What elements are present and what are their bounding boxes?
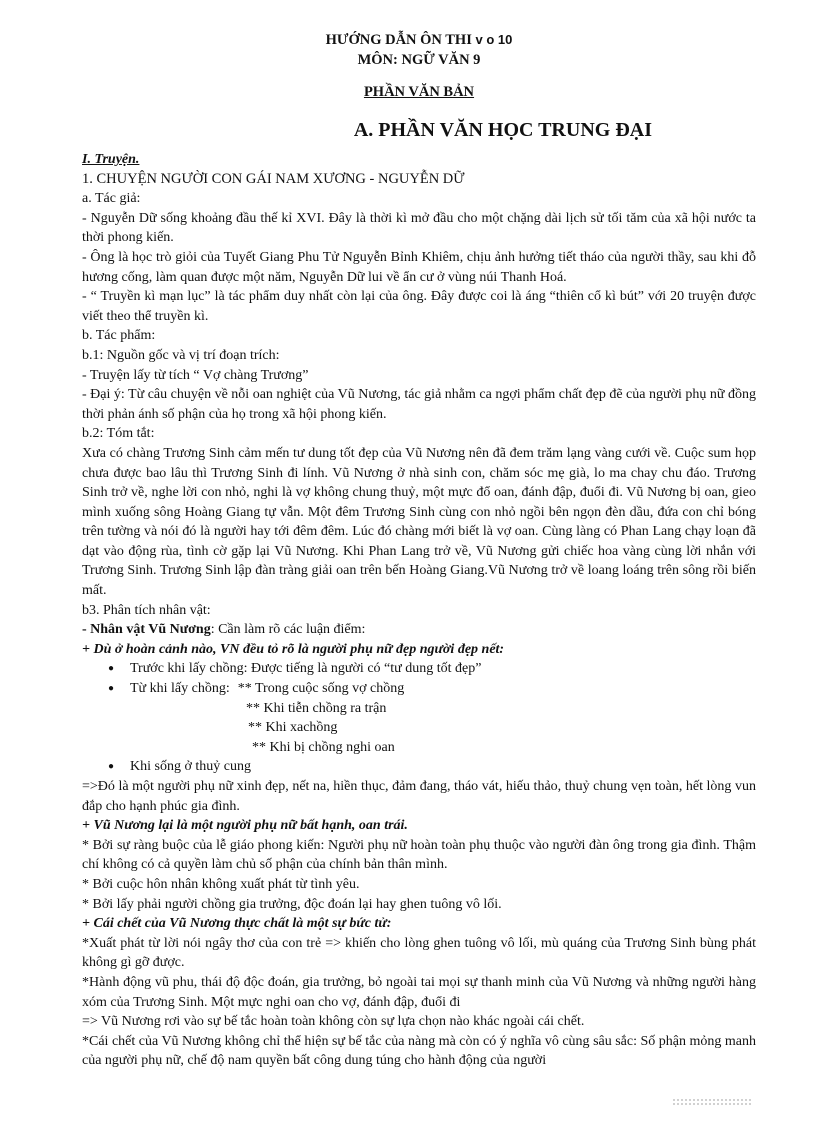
bullet-2-sub-1: ** Trong cuộc sống vợ chồng [237,681,405,697]
bullet-2 [82,679,756,699]
author-paragraph-3: - “ Truyền kì mạn lục” là tác phẩm duy nhất còn lại của ông. Đây được coi là áng “thiên cổ kì bút” với 20 truyện được viết theo thể truyền kì. [82,289,756,324]
header-title-text: HƯỚNG DẪN ÔN THI [325,32,472,48]
origin-label: b.1: Nguồn gốc và vị trí đoạn trích: [82,347,280,363]
claim-3-point-4: *Cái chết của Vũ Nương không chỉ thể hiện sự bế tắc của nàng mà còn có ý nghĩa vô cùng sâu sắc: Số phận mỏng manh của người phụ nữ, chế độ nam quyền bất công dung túng cho hành động của người [82,1033,756,1069]
claim-2-point-2: * Bởi cuộc hôn nhân không xuất phát từ tình yêu. [82,876,360,892]
claim-2-point-1: * Bởi sự ràng buộc của lễ giáo phong kiến: Người phụ nữ hoàn toàn phụ thuộc vào người đàn ông trong gia đình. Thậm chí không có cả quyền làm chủ số phận của chính bản thân mình. [82,837,756,873]
summary-label: b.2: Tóm tắt: [82,426,155,442]
heading-truyen: I. Truyện. [82,152,140,167]
origin-line-1: - Truyện lấy từ tích “ Vợ chàng Trương” [82,367,309,383]
claim-3: + Cái chết của Vũ Nương thực chất là một sự bức tử: [82,916,392,932]
conclusion-1: =>Đó là một người phụ nữ xinh đẹp, nết na, hiền thục, đảm đang, tháo vát, hiếu thảo, thuỷ chung vẹn toàn, hết lòng vun đắp cho hạnh phúc gia đình. [82,779,756,814]
bullet-2-sub-4: ** Khi bị chồng nghi oan [252,739,395,755]
analysis-label: b3. Phân tích nhân vật: [82,602,211,618]
claim-3-point-1: *Xuất phát từ lời nói ngây thơ của con trẻ => khiến cho lòng ghen tuông vô lối, mù quáng của Trương Sinh bùng phát không gì gỡ được. [82,935,756,971]
claim-3-point-3: => Vũ Nương rơi vào sự bế tắc hoàn toàn không còn sự lựa chọn nào khác ngoài cái chết. [82,1014,585,1030]
claim-2-point-3: * Bởi lấy phải người chồng gia trưởng, độc đoán lại hay ghen tuông vô lối. [82,896,502,912]
scan-artifact [672,1098,752,1106]
analysis-lead [82,620,756,640]
work-label: b. Tác phẩm: [82,328,156,344]
bullet-3: ● Khi sống ở thuỷ cung [82,757,756,777]
author-paragraph-1: - Nguyễn Dữ sống khoảng đầu thế kỉ XVI. Đây là thời kì mở đầu cho một chặng dài lịch sử tối tăm của xã hội nước ta thời phong kiến. [82,210,756,246]
bullet-2-sub-2: ** Khi tiễn chồng ra trận [246,700,387,716]
analysis-lead-rest: : Cần làm rõ các luận điểm: [210,622,366,638]
bullet-2-sub-3: ** Khi xachồng [248,720,338,736]
header-subject: MÔN: NGỮ VĂN 9 [357,52,481,68]
story-title: 1. CHUYỆN NGƯỜI CON GÁI NAM XƯƠNG - NGUYỄN DỮ [82,170,465,187]
claim-2: + Vũ Nương lại là một người phụ nữ bất hạnh, oan trái. [82,818,408,834]
part-title: A. PHẦN VĂN HỌC TRUNG ĐẠI [353,119,652,141]
section-title: PHẦN VĂN BẢN [363,84,475,100]
analysis-lead-bold: - Nhân vật Vũ Nương [82,622,211,638]
claim-3-point-2: *Hành động vũ phu, thái độ độc đoán, gia trưởng, bỏ ngoài tai mọi sự thanh minh của Vũ Nương và những người hàng xóm của Trương Sinh. Một mực nghi oan cho vợ, đánh đập, đuổi đi [82,974,756,1010]
summary-text: Xưa có chàng Trương Sinh cảm mến tư dung tốt đẹp của Vũ Nương nên đã đem trăm lạng vàng cưới về. Cuộc sum họp chưa được bao lâu thì Trương Sinh đi lính. Vũ Nương ở nhà sinh con, chăm sóc mẹ già, lo ma chay chu đáo. Trương Sinh trở về, nghe lời con nhỏ, nghi là vợ không chung thuỷ, một mực đổ oan, đánh đập, đuổi đi. Vũ Nương bị oan, gieo mình xuống sông Hoàng Giang tự vẫn. Một đêm Trương Sinh cùng con nhỏ ngồi bên ngọn đèn dầu, đứa con chỉ bóng trên tường và nói đó là người hay tới đêm đêm. Lúc đó chàng mới biết là vợ oan. Cùng làng có Phan Lang chạy loạn đã dạt vào động rùa, tình cờ gặp lại Vũ Nương. Khi Phan Lang trở về, Vũ Nương gửi chiếc hoa vàng cùng lời nhắn với Trương Sinh. Trương Sinh lập đàn tràng giải oan trên bến Hoàng Giang.Vũ Nương trở về loang loáng trên sông rồi biến mất. [82,445,756,599]
author-paragraph-2: - Ông là học trò giỏi của Tuyết Giang Phu Tử Nguyễn Bỉnh Khiêm, chịu ảnh hưởng tiết tháo của người thầy, sau khi đỗ hương cống, làm quan được một năm, Nguyễn Dữ lui về ẩn cư ở vùng núi Thanh Hoá. [82,249,756,285]
bullet-2-lead: ● Từ khi lấy chồng: [82,679,230,699]
author-label: a. Tác giả: [82,191,141,207]
header-title-suffix: v o 10 [475,32,513,47]
bullet-1: ● Trước khi lấy chồng: Được tiếng là người có “tư dung tốt đẹp” [82,659,756,679]
header-title [82,30,756,50]
origin-line-2: - Đại ý: Từ câu chuyện về nỗi oan nghiệt của Vũ Nương, tác giả nhằm ca ngợi phẩm chất đẹp đẽ của người phụ nữ đồng thời phản ánh số phận của họ trong xã hội phong kiến. [82,387,756,422]
claim-1: + Dù ở hoàn cảnh nào, VN đều tỏ rõ là người phụ nữ đẹp người đẹp nết: [82,641,505,657]
document-page [82,30,756,1071]
